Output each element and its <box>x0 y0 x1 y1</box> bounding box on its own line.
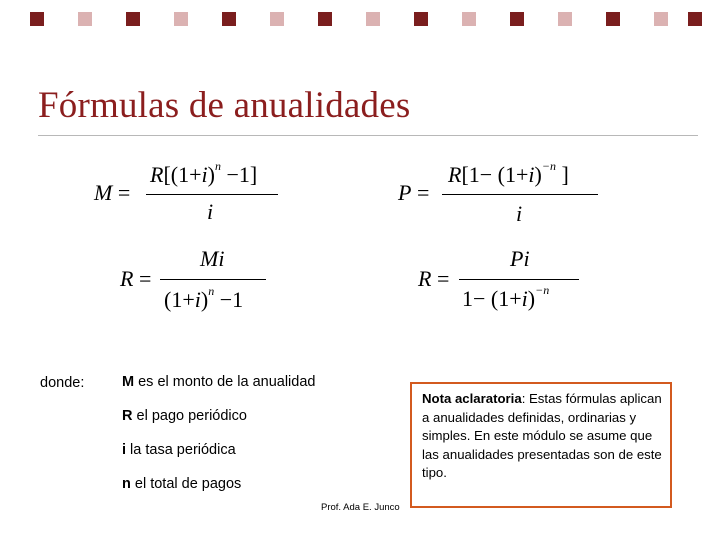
formula-lhs: M = <box>94 180 131 205</box>
header-square <box>462 12 476 26</box>
header-squares <box>30 6 702 32</box>
header-square <box>126 12 140 26</box>
formula-numerator: $R[1- (1+i)^{-n}$ ] <box>448 159 569 187</box>
formula-denominator: $(1+i)^n -1$ <box>164 284 244 312</box>
formula-denominator: i <box>516 201 523 226</box>
note-box <box>410 382 672 508</box>
header-square <box>30 12 44 26</box>
header-square <box>558 12 572 26</box>
note-heading: Nota aclaratoria <box>422 391 522 406</box>
note-body: : Estas fórmulas aplican a anualidades definidas, ordinarias y simples. En este módulo se asume que las anualidades presentadas son de este tipo. <box>422 391 662 480</box>
header-square <box>174 12 188 26</box>
formula-lhs: R = <box>120 266 152 291</box>
header-square <box>78 12 92 26</box>
fraction-bar <box>160 279 266 280</box>
definitions-list <box>122 374 315 510</box>
header-square <box>270 12 284 26</box>
header-square <box>318 12 332 26</box>
header-square <box>414 12 428 26</box>
definition-item: R el pago periódico <box>122 408 247 424</box>
header-square <box>222 12 236 26</box>
fraction-bar <box>146 194 278 195</box>
definition-item: M es el monto de la anualidad <box>122 374 316 390</box>
header-square <box>654 12 668 26</box>
definition-item: i la tasa periódica <box>122 442 236 458</box>
header-square <box>366 12 380 26</box>
header-square <box>510 12 524 26</box>
formula-numerator: $R[(1+i)^n -1]$ <box>150 159 258 187</box>
formula-lhs: R = <box>418 266 450 291</box>
donde-label: donde: <box>40 375 85 391</box>
fraction-bar <box>459 279 579 280</box>
formula-numerator: Pi <box>510 246 530 271</box>
definition-item: n el total de pagos <box>122 476 242 492</box>
page-title: Fórmulas de anualidades <box>38 85 411 126</box>
formula-lhs: P = <box>398 180 430 205</box>
header-square <box>606 12 620 26</box>
slide-credit: Prof. Ada E. Junco <box>321 502 400 513</box>
formula-denominator: $1- (1+i)^{-n}$ <box>462 283 550 311</box>
header-square <box>688 12 702 26</box>
formula-denominator: i <box>207 199 214 224</box>
title-divider <box>38 135 698 136</box>
fraction-bar <box>442 194 598 195</box>
formula-numerator: Mi <box>200 246 225 271</box>
